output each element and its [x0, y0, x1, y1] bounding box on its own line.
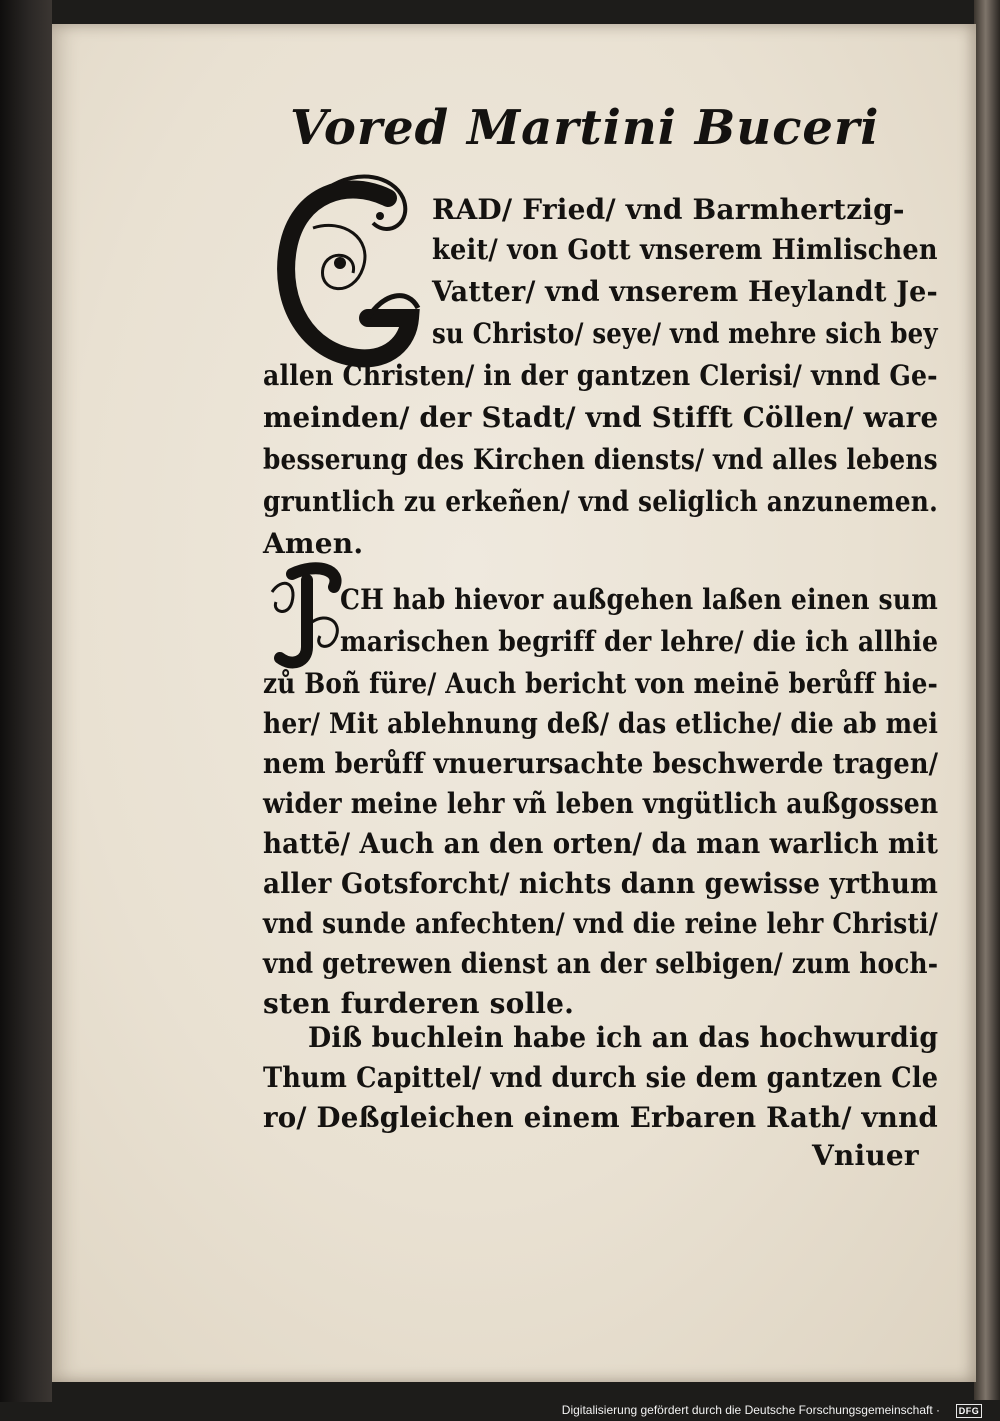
- text-line-8: gruntlich zu erkeñen/ vnd seliglich anzunemen.: [263, 485, 938, 518]
- text-line-17: aller Gotsforcht/ nichts dann gewisse yrthum: [263, 867, 939, 900]
- text-line-22: Thum Capittel/ vnd durch sie dem gantzen Cle: [263, 1061, 939, 1094]
- text-line-23: ro/ Deßgleichen einem Erbaren Rath/ vnnd: [263, 1101, 938, 1134]
- text-line-6: meinden/ der Stadt/ vnd Stifft Cöllen/ ware: [263, 401, 939, 434]
- decorated-initial-i: [262, 562, 352, 672]
- dfg-logo: DFG: [956, 1404, 982, 1418]
- text-line-2: keit/ von Gott vnserem Himlischen: [432, 233, 938, 266]
- text-line-14: nem berůff vnuerursachte beschwerde tragen/: [263, 747, 939, 780]
- text-line-10: CH hab hievor außgehen laßen einen sum: [340, 583, 938, 616]
- text-line-20: sten furderen solle.: [263, 987, 575, 1020]
- text-line-21: Diß buchlein habe ich an das hochwurdig: [308, 1021, 939, 1054]
- page-edge: [974, 0, 1000, 1400]
- text-line-16: hattē/ Auch an den orten/ da man warlich mit: [263, 827, 939, 860]
- text-line-13: her/ Mit ablehnung deß/ das etliche/ die ab mei: [263, 707, 939, 740]
- initial-i-letter: I: [307, 622, 308, 623]
- text-line-18: vnd sunde anfechten/ vnd die reine lehr Christi/: [263, 907, 938, 940]
- footer-credit: Digitalisierung gefördert durch die Deutsche Forschungsgemeinschaft ·: [561, 1403, 940, 1417]
- text-line-15: wider meine lehr vñ leben vngütlich außgossen: [263, 787, 939, 820]
- text-line-3: Vatter/ vnd vnserem Heylandt Je-: [432, 275, 938, 308]
- catchword: Vniuer: [812, 1139, 919, 1172]
- text-line-9: Amen.: [263, 527, 364, 560]
- decorated-initial-g: [268, 168, 428, 368]
- text-line-12: zů Boñ füre/ Auch bericht von meinē berůff hie-: [263, 667, 939, 700]
- text-line-11: marischen begriff der lehre/ die ich allhie: [340, 625, 939, 658]
- text-line-7: besserung des Kirchen diensts/ vnd alles lebens: [263, 443, 938, 476]
- text-line-19: vnd getrewen dienst an der selbigen/ zum hoch-: [263, 947, 939, 980]
- text-line-1: RAD/ Fried/ vnd Barmhertzig-: [432, 193, 905, 226]
- text-line-5: allen Christen/ in der gantzen Clerisi/ vnnd Ge-: [263, 359, 938, 392]
- book-spine-shadow: [0, 0, 52, 1421]
- page-heading: Vored Martini Buceri: [290, 100, 880, 156]
- text-line-4: su Christo/ seye/ vnd mehre sich bey: [432, 317, 938, 350]
- initial-g-letter: G: [348, 293, 349, 294]
